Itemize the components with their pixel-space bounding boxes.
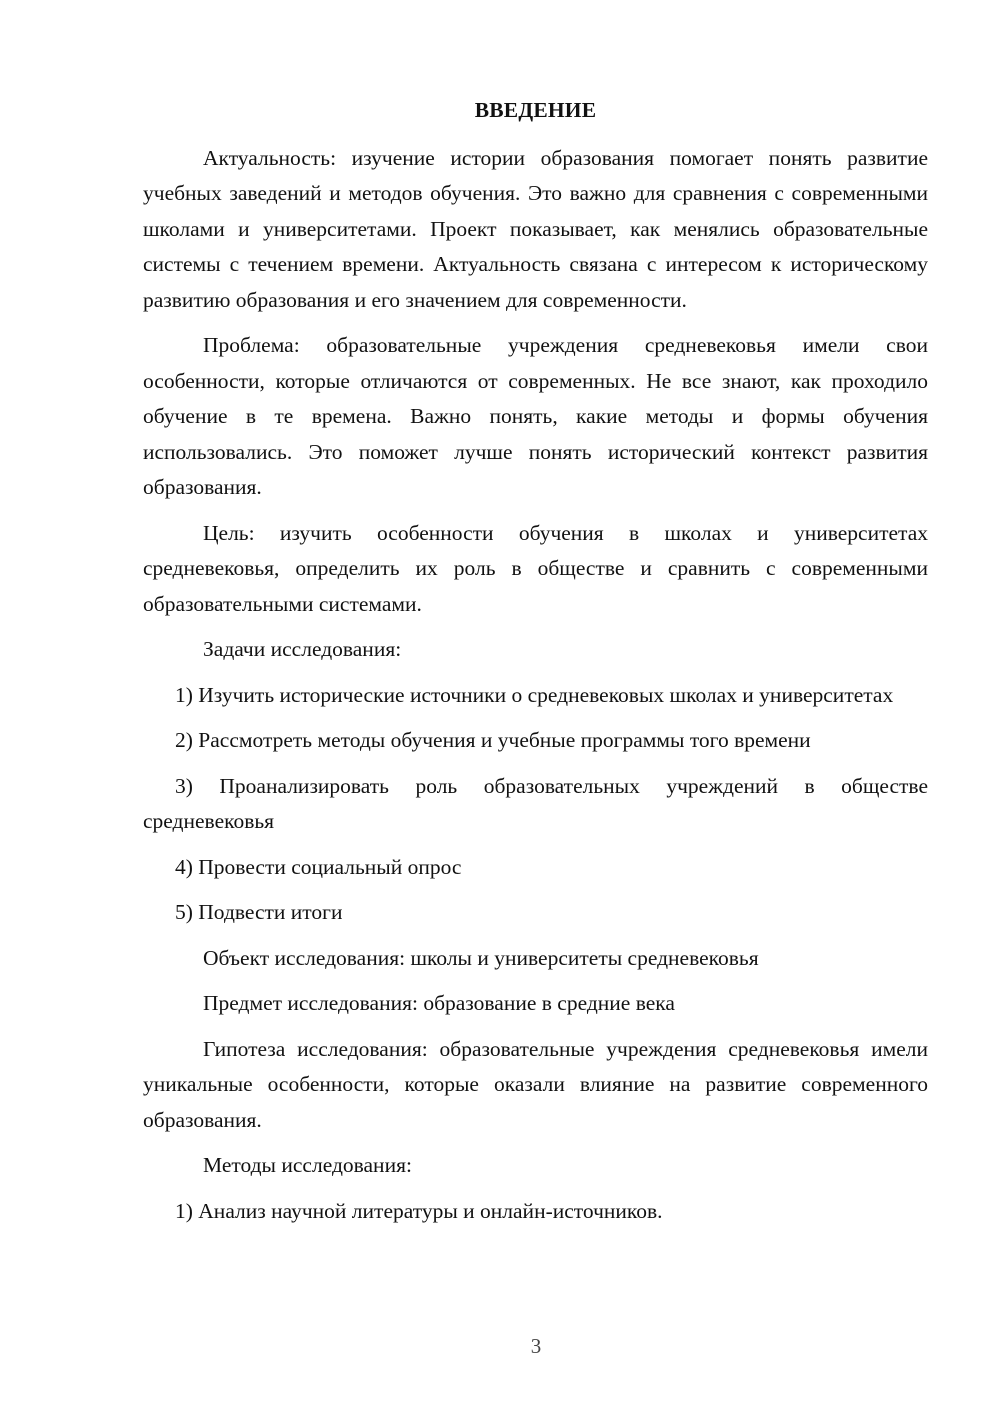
problem-paragraph: Проблема: образовательные учреждения средневековья имели свои особенности, которые отличаются от современных. Не все знают, как проходило обучение в те времена. Важно понять, какие методы и формы обучения использовались. Это поможет лучше понять исторический контекст развития образования. <box>143 333 928 499</box>
task-item-2: 2) Рассмотреть методы обучения и учебные программы того времени <box>175 728 811 752</box>
goal-paragraph: Цель: изучить особенности обучения в школах и университетах средневековья, определить их роль в обществе и сравнить с современными образовательными системами. <box>143 520 928 616</box>
hypothesis-paragraph: Гипотеза исследования: образовательные учреждения средневековья имели уникальные особенности, которые оказали влияние на развитие современного образования. <box>143 1036 928 1132</box>
task-item-3: 3) Проанализировать роль образовательных учреждений в обществе средневековья <box>143 773 928 833</box>
page-heading: ВВЕДЕНИЕ <box>474 98 597 122</box>
task-item-4: 4) Провести социальный опрос <box>175 854 462 879</box>
object-paragraph: Объект исследования: школы и университеты средневековья <box>203 945 759 970</box>
subject-paragraph: Предмет исследования: образование в средние века <box>203 991 675 1015</box>
task-item-5: 5) Подвести итоги <box>175 900 343 924</box>
method-item-1: 1) Анализ научной литературы и онлайн-источников. <box>175 1198 663 1223</box>
page-content <box>143 93 928 1239</box>
relevance-paragraph: Актуальность: изучение истории образования помогает понять развитие учебных заведений и методов обучения. Это важно для сравнения с современными школами и университетами. Проект показывает, как менялись образовательные системы с течением времени. Актуальность связана с интересом к историческому развитию образования и его значением для современности. <box>143 145 928 312</box>
task-item-1: 1) Изучить исторические источники о средневековых школах и университетах <box>175 682 894 707</box>
page-number: 3 <box>530 1334 542 1358</box>
methods-title: Методы исследования: <box>203 1153 412 1177</box>
tasks-title: Задачи исследования: <box>203 637 402 661</box>
